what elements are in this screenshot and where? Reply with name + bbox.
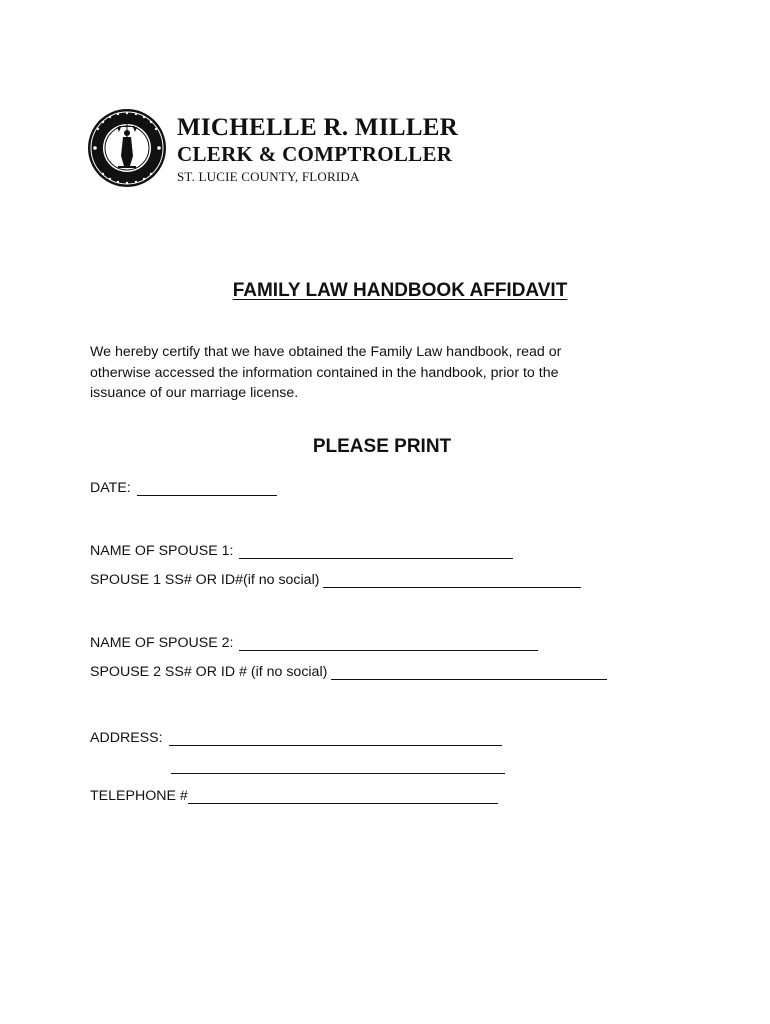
address-label: ADDRESS: <box>90 730 163 746</box>
spouse1-id-field <box>90 572 581 588</box>
date-field <box>90 480 277 496</box>
address-input-line[interactable] <box>169 731 502 746</box>
spouse2-name-input-line[interactable] <box>239 636 538 651</box>
spouse2-name-label: NAME OF SPOUSE 2: <box>90 635 234 651</box>
document-title: FAMILY LAW HANDBOOK AFFIDAVIT <box>232 280 568 301</box>
spouse2-id-input-line[interactable] <box>331 665 607 680</box>
telephone-field <box>90 788 498 804</box>
date-input-line[interactable] <box>137 481 277 496</box>
telephone-label: TELEPHONE # <box>90 788 188 804</box>
letterhead <box>177 114 458 185</box>
spouse1-name-field <box>90 543 513 559</box>
spouse2-id-label: SPOUSE 2 SS# OR ID # (if no social) <box>90 664 328 680</box>
county-name: ST. LUCIE COUNTY, FLORIDA <box>177 169 360 184</box>
telephone-input-line[interactable] <box>188 789 498 804</box>
spouse2-id-field <box>90 664 607 680</box>
county-clerk-seal-icon <box>86 104 168 192</box>
spouse1-name-input-line[interactable] <box>239 544 513 559</box>
spouse1-name-label: NAME OF SPOUSE 1: <box>90 543 234 559</box>
date-label: DATE: <box>90 480 131 496</box>
spouse1-id-label: SPOUSE 1 SS# OR ID#(if no social) <box>90 572 320 588</box>
please-print-instruction: PLEASE PRINT <box>312 436 452 457</box>
spouse2-name-field <box>90 635 538 651</box>
clerk-title: CLERK & COMPTROLLER <box>177 142 453 166</box>
certification-text: We hereby certify that we have obtained the Family Law handbook, read or otherwise accessed the information contained in the handbook, prior to the issuance of our marriage license. <box>90 344 562 401</box>
address-input-line-2[interactable] <box>171 772 505 774</box>
address-field <box>90 730 502 746</box>
clerk-name: MICHELLE R. MILLER <box>177 114 459 141</box>
spouse1-id-input-line[interactable] <box>323 573 581 588</box>
